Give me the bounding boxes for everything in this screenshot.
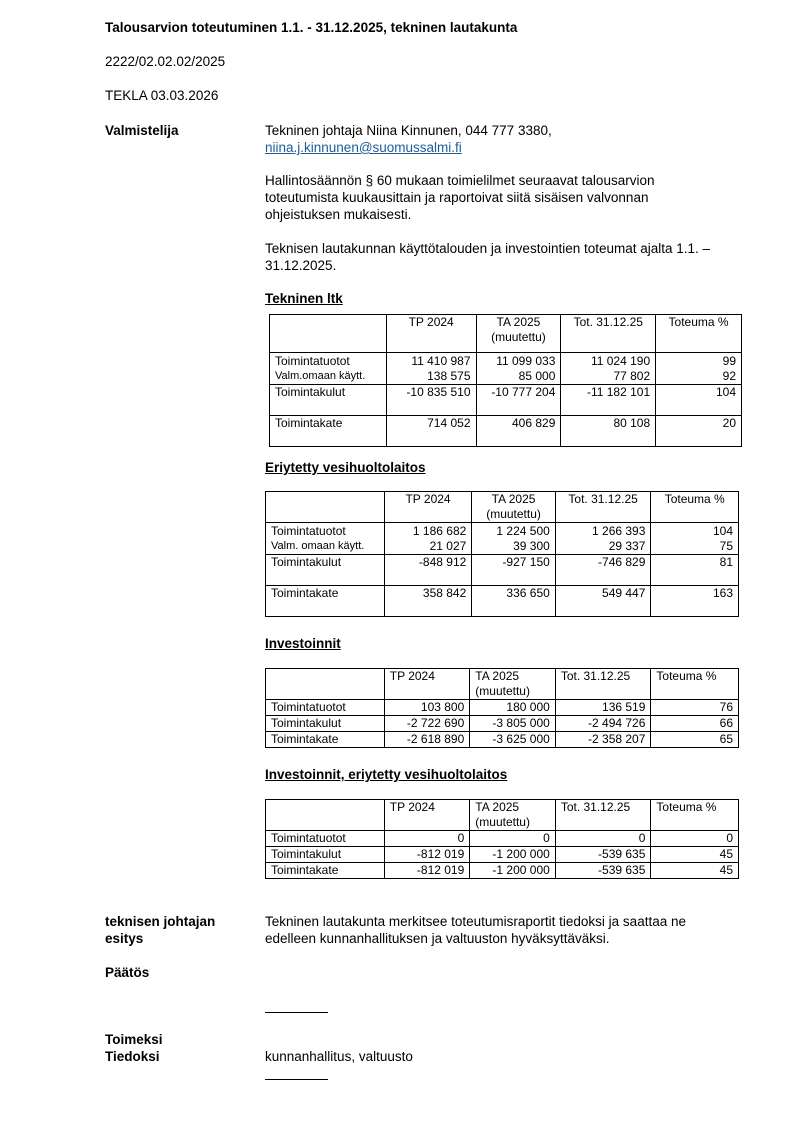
table-header-row [266, 492, 739, 523]
cell-tp: 358 842 [384, 586, 472, 617]
header-empty [266, 800, 385, 831]
header-empty [266, 669, 385, 700]
section-heading-investoinnit: Investoinnit [265, 636, 341, 651]
cell-ta: -3 805 000 [470, 716, 556, 732]
preparer-section [265, 122, 735, 156]
table-investoinnit [265, 668, 739, 748]
header-ta [470, 669, 556, 700]
row-name: Toimintakulut [270, 385, 387, 416]
document-title: Talousarvion toteutuminen 1.1. - 31.12.2025, tekninen lautakunta [105, 20, 518, 35]
row-name-2: Valm.omaan käytt. [275, 370, 366, 382]
cell-pct [651, 523, 739, 555]
cell-ta: -10 777 204 [476, 385, 561, 416]
header-ta-sub: (muutettu) [491, 330, 546, 344]
cell-tot: -539 635 [555, 847, 651, 863]
cell-tot: 549 447 [555, 586, 651, 617]
header-tp: TP 2024 [384, 492, 472, 523]
cell-pct: 20 [656, 416, 742, 447]
cell-tp: -10 835 510 [386, 385, 476, 416]
cell-pct: 66 [651, 716, 739, 732]
preparer-email-link[interactable]: niina.j.kinnunen@suomussalmi.fi [265, 140, 462, 155]
cell-tot: -746 829 [555, 555, 651, 586]
cell-tot: -2 358 207 [555, 732, 651, 748]
cell-tot: 80 108 [561, 416, 656, 447]
cell-tp: -848 912 [384, 555, 472, 586]
row-name-2: Valm. omaan käytt. [271, 540, 365, 552]
cell-ta [476, 353, 561, 385]
cell-pct: 45 [651, 863, 739, 879]
row-name: Toimintakate [266, 732, 385, 748]
proposal-label-line-2: esitys [105, 931, 144, 946]
table-row [270, 353, 742, 385]
header-tot: Tot. 31.12.25 [555, 492, 651, 523]
cell-ta-1: 11 099 033 [496, 354, 556, 368]
cell-ta [472, 523, 556, 555]
cell-tot-2: 77 802 [613, 369, 651, 383]
cell-pct-1: 104 [712, 524, 733, 538]
row-name: Toimintakate [266, 863, 385, 879]
section-heading-tekninen-ltk: Tekninen ltk [265, 291, 343, 306]
table-row [266, 555, 739, 586]
table-row [266, 847, 739, 863]
cell-pct: 65 [651, 732, 739, 748]
cell-pct: 76 [651, 700, 739, 716]
cell-ta: -1 200 000 [470, 863, 556, 879]
proposal-label [105, 913, 215, 947]
cell-tp [386, 353, 476, 385]
toimeksi-label: Toimeksi [105, 1032, 163, 1047]
header-tot: Tot. 31.12.25 [555, 669, 651, 700]
table-header-row [266, 669, 739, 700]
cell-tp-1: 11 410 987 [411, 354, 471, 368]
cell-ta-2: 39 300 [513, 539, 550, 553]
divider-line [265, 1079, 328, 1080]
row-name: Toimintakulut [266, 716, 385, 732]
header-ta-sub: (muutettu) [486, 507, 541, 521]
table-eriytetty-vesihuoltolaitos [265, 491, 739, 617]
divider-line [265, 1012, 328, 1013]
cell-tp-2: 21 027 [429, 539, 467, 553]
row-name: Toimintakulut [266, 555, 385, 586]
row-name: Toimintatuotot [266, 831, 385, 847]
row-name-1: Toimintatuotot [271, 524, 346, 538]
row-name: Toimintakate [266, 586, 385, 617]
header-tot: Tot. 31.12.25 [561, 315, 656, 353]
cell-pct-2: 75 [719, 539, 733, 553]
proposal-text: Tekninen lautakunta merkitsee toteutumisraportit tiedoksi ja saattaa ne edelleen kunnanhallituksen ja valtuuston hyväksyttäväksi. [265, 914, 686, 946]
cell-pct: 104 [656, 385, 742, 416]
tiedoksi-value: kunnanhallitus, valtuusto [265, 1049, 413, 1064]
cell-tot-1: 1 266 393 [592, 524, 646, 538]
table-row [270, 385, 742, 416]
table-row [266, 586, 739, 617]
cell-ta-1: 1 224 500 [496, 524, 550, 538]
table-header-row [266, 800, 739, 831]
cell-tp: 0 [384, 831, 470, 847]
cell-tot-2: 29 337 [608, 539, 646, 553]
cell-tot: 0 [555, 831, 651, 847]
header-pct: Toteuma % [651, 669, 739, 700]
row-name [266, 523, 385, 555]
table-row [266, 863, 739, 879]
header-ta [472, 492, 556, 523]
preparer-contact: Tekninen johtaja Niina Kinnunen, 044 777 3380, [265, 123, 552, 138]
header-pct: Toteuma % [656, 315, 742, 353]
cell-tp-1: 1 186 682 [412, 524, 467, 538]
cell-pct: 45 [651, 847, 739, 863]
header-tp: TP 2024 [384, 800, 470, 831]
header-ta-sub: (muutettu) [475, 815, 530, 829]
row-name: Toimintakate [270, 416, 387, 447]
header-pct: Toteuma % [651, 492, 739, 523]
table-row [266, 700, 739, 716]
cell-tp [384, 523, 472, 555]
header-ta-label: TA 2025 [491, 492, 536, 506]
cell-ta: 406 829 [476, 416, 561, 447]
cell-ta-2: 85 000 [518, 369, 556, 383]
cell-tot: 136 519 [555, 700, 651, 716]
cell-tot: -2 494 726 [555, 716, 651, 732]
row-name: Toimintakulut [266, 847, 385, 863]
table-tekninen-ltk [269, 314, 742, 447]
header-ta-sub: (muutettu) [475, 684, 530, 698]
meeting-info: TEKLA 03.03.2026 [105, 88, 219, 103]
table-row [266, 732, 739, 748]
preparer-paragraph-1: Hallintosäännön § 60 mukaan toimielilmet seuraavat talousarvion toteutumista kuukausittain ja raportoivat siitä sisäisen valvonnan ohjeistuksen mukaisesti. [265, 173, 655, 222]
cell-tp: 714 052 [386, 416, 476, 447]
table-row [270, 416, 742, 447]
header-ta [476, 315, 561, 353]
cell-ta: 0 [470, 831, 556, 847]
row-name [270, 353, 387, 385]
cell-pct: 0 [651, 831, 739, 847]
header-empty [270, 315, 387, 353]
cell-pct-1: 99 [722, 354, 736, 368]
cell-tp: -2 722 690 [384, 716, 470, 732]
cell-ta: 336 650 [472, 586, 556, 617]
preparer-paragraph-2: Teknisen lautakunnan käyttötalouden ja investointien toteumat ajalta 1.1. – 31.12.2025. [265, 241, 711, 273]
section-heading-investoinnit-vesihuoltolaitos: Investoinnit, eriytetty vesihuoltolaitos [265, 767, 508, 782]
cell-ta: -927 150 [472, 555, 556, 586]
cell-tp: -812 019 [384, 863, 470, 879]
row-name-1: Toimintatuotot [275, 354, 350, 368]
row-name: Toimintatuotot [266, 700, 385, 716]
table-investoinnit-vesihuoltolaitos [265, 799, 739, 879]
cell-tot-1: 11 024 190 [590, 354, 651, 368]
header-ta-label: TA 2025 [496, 315, 541, 329]
table-row [266, 523, 739, 555]
header-ta-label: TA 2025 [475, 669, 520, 683]
preparer-label: Valmistelija [105, 123, 179, 138]
cell-pct-2: 92 [722, 369, 736, 383]
cell-tot [561, 353, 656, 385]
cell-tot: -539 635 [555, 863, 651, 879]
tiedoksi-label: Tiedoksi [105, 1049, 160, 1064]
header-ta [470, 800, 556, 831]
header-tot: Tot. 31.12.25 [555, 800, 651, 831]
table-header-row [270, 315, 742, 353]
cell-tot: -11 182 101 [561, 385, 656, 416]
cell-pct: 81 [651, 555, 739, 586]
cell-tp: -812 019 [384, 847, 470, 863]
cell-ta: 180 000 [470, 700, 556, 716]
cell-tp: 103 800 [384, 700, 470, 716]
header-tp: TP 2024 [386, 315, 476, 353]
section-heading-eriytetty-vesihuoltolaitos: Eriytetty vesihuoltolaitos [265, 460, 426, 475]
header-pct: Toteuma % [651, 800, 739, 831]
header-tp: TP 2024 [384, 669, 470, 700]
cell-tp: -2 618 890 [384, 732, 470, 748]
cell-ta: -1 200 000 [470, 847, 556, 863]
cell-tp-2: 138 575 [427, 369, 471, 383]
table-row [266, 716, 739, 732]
header-ta-label: TA 2025 [475, 800, 520, 814]
cell-pct: 163 [651, 586, 739, 617]
proposal-label-line-1: teknisen johtajan [105, 914, 216, 929]
decision-label: Päätös [105, 965, 150, 980]
cell-tot [555, 523, 651, 555]
cell-pct [656, 353, 742, 385]
document-reference: 2222/02.02.02/2025 [105, 54, 226, 69]
header-empty [266, 492, 385, 523]
table-row [266, 831, 739, 847]
cell-ta: -3 625 000 [470, 732, 556, 748]
